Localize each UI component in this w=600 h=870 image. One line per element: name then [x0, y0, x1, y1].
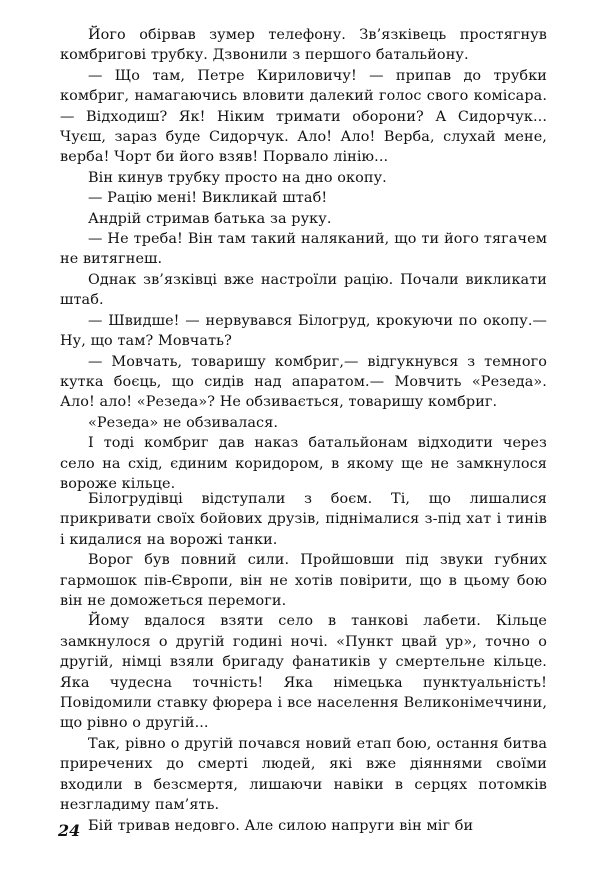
paragraph: Андрій стримав батька за руку.	[88, 210, 332, 227]
paragraph: — Що там, Петре Кириловичу! — припав до трубки комбриг, намагаючись вловити далекий голос свого комісара.— Відходиш? Як! Ніким тримати оборони? А Сидорчук... Чуєш, зараз буде Сидорчук. Ало! Ало! Верба, слухай мене, верба! Чорт би його взяв! Порвало лінію...	[60, 67, 547, 166]
paragraph: Білогрудівці відступали з боєм. Ті, що лишалися прикривати своїх бойових друзів, піднімалися з-під хат і тинів і кидалися на ворожі танки.	[60, 491, 547, 548]
paragraph: «Резеда» не обзивалася.	[88, 414, 279, 431]
page-number: 24	[58, 821, 81, 840]
paragraph: — Рацію мені! Викликай штаб!	[88, 190, 328, 207]
paragraph: — Мовчать, товаришу комбриг,— відгукнувся з темного кутка боєць, що сидів над апаратом.— Мовчить «Резеда». Ало! ало! «Резеда»? Не обзивається, товаришу комбриг.	[60, 353, 547, 411]
paragraph: Його обірвав зумер телефону. Зв’язківець простягнув комбригові трубку. Дзвонили з першого батальйону.	[60, 27, 547, 64]
text-block-top	[60, 25, 547, 494]
paragraph: Він кинув трубку просто на дно окопу.	[88, 169, 387, 186]
paragraph: Бій тривав недовго. Але силою напруги він міг би	[88, 817, 474, 834]
paragraph: І тоді комбриг дав наказ батальйонам відходити через село на схід, єдиним коридором, в якому ще не замкнулося вороже кільце.	[60, 435, 547, 492]
paragraph: Ворог був повний сили. Пройшовши під звуки губних гармошок пів-Європи, він не хотів повірити, що в цьому бою він не доможеться перемоги.	[60, 552, 547, 610]
paragraph: — Швидше! — нервувався Білогруд, крокуючи по окопу.— Ну, що там? Мовчать?	[60, 312, 547, 350]
paragraph: — Не треба! Він там такий наляканий, що ти його тягачем не витягнеш.	[60, 231, 547, 268]
paragraph: Так, рівно о другій почався новий етап бою, остання битва приречених до смерті людей, які вже діяннями своїми входили в безсмертя, лишаючи навіки в серцях потомків незгладиму пам’ять.	[60, 735, 547, 814]
paragraph: Йому вдалося взяти село в танкові лабети. Кільце замкнулося о другій годині ночі. «Пункт цвай ур», точно о другій, німці взяли бригаду фанатиків у смертельне кільце. Яка чудесна точність! Яка німецька пунктуальність! Повідомили ставку фюрера і все населення Великонімеччини, що рівно о другій...	[60, 613, 547, 732]
text-block-bottom	[60, 489, 547, 836]
paragraph: Однак зв’язківці вже настроїли рацію. Почали викликати штаб.	[60, 271, 547, 309]
